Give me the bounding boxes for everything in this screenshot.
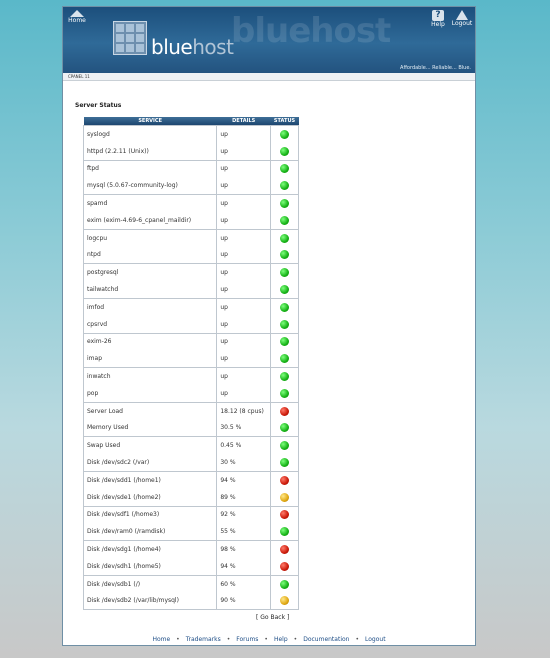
service-name: exim (exim-4.69-6_cpanel_maildir) [84,212,217,229]
service-details: up [217,160,271,177]
service-name: imfod [84,298,217,315]
table-row [84,229,299,246]
status-up-icon [280,268,289,277]
tagline: Affordable... Reliable... Blue. [400,65,471,71]
table-row [84,195,299,212]
service-status [271,385,299,402]
service-details: 30.5 % [217,420,271,437]
service-details: up [217,177,271,194]
service-status [271,160,299,177]
server-status-table [83,117,299,610]
status-up-icon [280,527,289,536]
service-name: exim-26 [84,333,217,350]
footer-link-logout[interactable]: Logout [365,636,386,643]
service-name: ntpd [84,247,217,264]
service-status [271,143,299,160]
table-row [84,575,299,592]
logo-watermark: bluehost [231,11,391,51]
table-row [84,385,299,402]
footer-nav: Home • Trademarks • Forums • Help • Documentation • Logout [152,636,386,643]
status-up-icon [280,234,289,243]
table-row [84,264,299,281]
service-name: Swap Used [84,437,217,454]
service-name: Disk /dev/sdb2 (/var/lib/mysql) [84,593,217,610]
service-details: up [217,195,271,212]
service-status [271,420,299,437]
status-up-icon [280,147,289,156]
header-banner [63,7,475,73]
table-row [84,247,299,264]
table-row [84,281,299,298]
service-details: 18.12 (8 cpus) [217,402,271,419]
service-name: mysql (5.0.67-community-log) [84,177,217,194]
logout-icon [456,10,468,20]
service-details: 89 % [217,489,271,506]
service-details: 94 % [217,558,271,575]
table-row [84,368,299,385]
logo-grid-icon [113,21,147,55]
service-status [271,350,299,367]
service-status [271,368,299,385]
service-name: syslogd [84,126,217,143]
status-up-icon [280,441,289,450]
footer-link-forums[interactable]: Forums [236,636,259,643]
footer-link-documentation[interactable]: Documentation [303,636,350,643]
service-details: up [217,212,271,229]
service-status [271,212,299,229]
service-status [271,593,299,610]
table-row [84,454,299,471]
status-up-icon [280,458,289,467]
breadcrumb[interactable]: CPANEL 11 [63,73,475,81]
service-name: Disk /dev/sdg1 (/home4) [84,541,217,558]
status-up-icon [280,164,289,173]
service-status [271,437,299,454]
service-details: up [217,281,271,298]
service-status [271,471,299,488]
status-warning-icon [280,493,289,502]
service-status [271,126,299,143]
service-status [271,523,299,540]
table-row [84,489,299,506]
service-status [271,402,299,419]
status-critical-icon [280,476,289,485]
table-row [84,143,299,160]
service-name: Memory Used [84,420,217,437]
help-icon: ? [432,10,444,21]
service-details: up [217,385,271,402]
service-details: 90 % [217,593,271,610]
service-name: Disk /dev/sdd1 (/home1) [84,471,217,488]
footer-link-help[interactable]: Help [273,636,288,643]
table-row [84,420,299,437]
service-name: pop [84,385,217,402]
service-details: up [217,316,271,333]
service-status [271,316,299,333]
service-details: 55 % [217,523,271,540]
service-details: 60 % [217,575,271,592]
table-row [84,402,299,419]
service-status [271,489,299,506]
status-up-icon [280,216,289,225]
service-status [271,195,299,212]
status-up-icon [280,337,289,346]
go-back-link[interactable]: [ Go Back ] [256,614,290,621]
service-status [271,333,299,350]
service-details: 0.45 % [217,437,271,454]
table-row [84,177,299,194]
status-up-icon [280,320,289,329]
status-critical-icon [280,510,289,519]
service-details: 92 % [217,506,271,523]
table-row [84,437,299,454]
service-status [271,575,299,592]
service-details: 98 % [217,541,271,558]
table-row [84,471,299,488]
status-up-icon [280,199,289,208]
service-details: up [217,143,271,160]
footer-link-trademarks[interactable]: Trademarks [185,636,221,643]
service-status [271,558,299,575]
service-name: Disk /dev/sdb1 (/) [84,575,217,592]
service-name: logcpu [84,229,217,246]
logout-label: Logout [451,20,473,27]
page-title: Server Status [75,102,122,109]
status-up-icon [280,285,289,294]
table-row [84,333,299,350]
status-up-icon [280,181,289,190]
status-up-icon [280,423,289,432]
table-row [84,523,299,540]
status-up-icon [280,130,289,139]
table-row [84,541,299,558]
service-name: httpd (2.2.11 (Unix)) [84,143,217,160]
table-row [84,558,299,575]
table-row [84,593,299,610]
status-critical-icon [280,562,289,571]
service-name: cpsrvd [84,316,217,333]
service-details: up [217,229,271,246]
status-warning-icon [280,596,289,605]
service-details: up [217,350,271,367]
service-details: up [217,368,271,385]
status-up-icon [280,580,289,589]
logout-button[interactable] [451,10,473,32]
service-name: inwatch [84,368,217,385]
service-name: Disk /dev/sdf1 (/home3) [84,506,217,523]
service-name: Disk /dev/sdh1 (/home5) [84,558,217,575]
service-details: up [217,247,271,264]
column-header-details: DETAILS [217,117,271,126]
service-name: spamd [84,195,217,212]
service-status [271,281,299,298]
service-details: up [217,264,271,281]
service-status [271,541,299,558]
service-name: Server Load [84,402,217,419]
table-row [84,350,299,367]
status-up-icon [280,389,289,398]
table-row [84,298,299,315]
table-row [84,126,299,143]
help-button[interactable] [431,10,445,32]
service-status [271,506,299,523]
service-details: 94 % [217,471,271,488]
table-row [84,212,299,229]
home-button[interactable] [66,10,88,32]
table-row [84,506,299,523]
status-critical-icon [280,545,289,554]
status-up-icon [280,250,289,259]
service-name: Disk /dev/sdc2 (/var) [84,454,217,471]
cpanel-page [62,6,476,646]
logo: bluehost [151,35,234,59]
status-critical-icon [280,407,289,416]
service-status [271,264,299,281]
table-row [84,316,299,333]
service-name: Disk /dev/sde1 (/home2) [84,489,217,506]
status-up-icon [280,303,289,312]
service-status [271,247,299,264]
service-name: Disk /dev/ram0 (/ramdisk) [84,523,217,540]
service-name: imap [84,350,217,367]
table-row [84,160,299,177]
service-name: tailwatchd [84,281,217,298]
service-status [271,177,299,194]
service-status [271,298,299,315]
status-up-icon [280,372,289,381]
service-status [271,229,299,246]
service-status [271,454,299,471]
service-name: ftpd [84,160,217,177]
status-up-icon [280,354,289,363]
column-header-status: STATUS [271,117,299,126]
service-details: 30 % [217,454,271,471]
column-header-service: SERVICE [84,117,217,126]
home-icon [70,10,84,17]
help-label: Help [431,21,445,28]
service-details: up [217,298,271,315]
service-details: up [217,126,271,143]
footer-link-home[interactable]: Home [152,636,171,643]
service-details: up [217,333,271,350]
service-name: postgresql [84,264,217,281]
home-label: Home [68,17,86,24]
